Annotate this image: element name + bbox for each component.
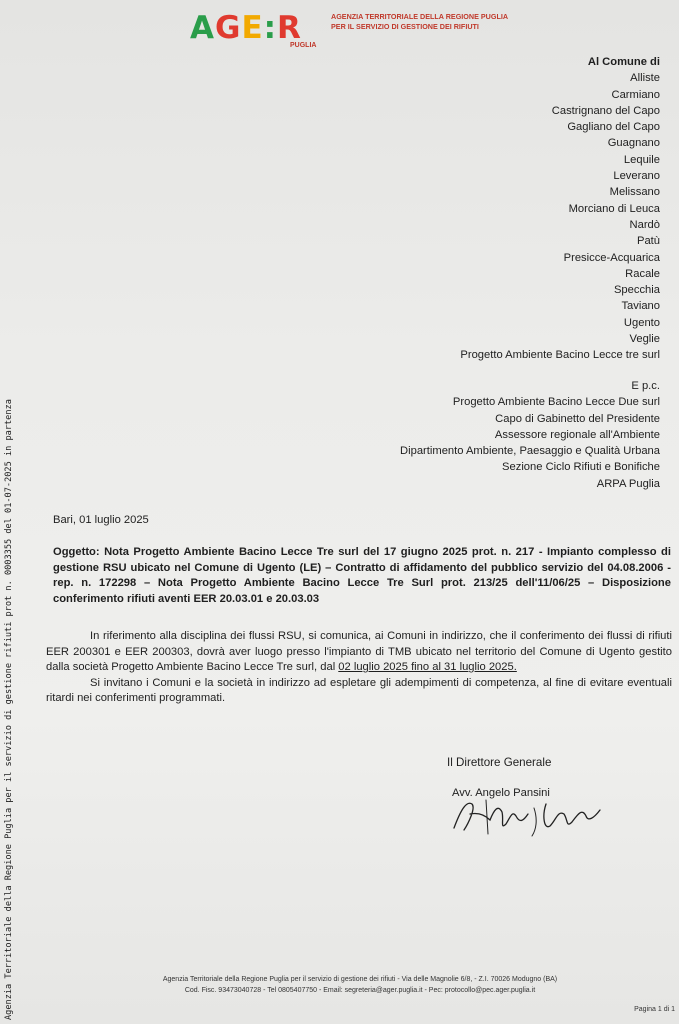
agency-line-1: AGENZIA TERRITORIALE DELLA REGIONE PUGLIA	[331, 12, 509, 21]
handwritten-signature	[446, 790, 606, 840]
ager-logo	[190, 10, 530, 54]
cc-item: Assessore regionale all'Ambiente	[494, 428, 660, 441]
letter-subject: Oggetto: Nota Progetto Ambiente Bacino Lecce Tre surl del 17 giugno 2025 prot. n. 217 - Impianto complesso di gestione RSU ubicato nel Comune di Ugento (LE) – Contratto di affidamento del pubblico servizio del 04.08.2006 - rep. n. 172298 – Nota Progetto Ambiente Bacino Lecce Tre Surl prot. 213/25 dell'11/06/25 – Disposizione conferimento rifiuti aventi EER 20.03.01 e 20.03.03	[53, 546, 671, 605]
recipient-item: Progetto Ambiente Bacino Lecce tre surl	[460, 349, 660, 362]
cc-item: Sezione Ciclo Rifiuti e Bonifiche	[502, 461, 660, 474]
recipient-item: Leverano	[613, 170, 660, 183]
date-range-underlined: 02 luglio 2025 fino al 31 luglio 2025.	[338, 661, 517, 674]
recipient-item: Veglie	[629, 333, 660, 346]
letter-date: Bari, 01 luglio 2025	[53, 514, 149, 526]
agency-line-2: PER IL SERVIZIO DI GESTIONE DEI RIFIUTI	[331, 22, 479, 31]
protocol-stamp: Agenzia Territoriale della Regione Puglia per il servizio di gestione rifiuti prot n. 0003355 del 01-07-2025 in partenza	[4, 399, 14, 1020]
recipients-block	[460, 54, 660, 364]
signatory-title: Il Direttore Generale	[447, 756, 552, 769]
recipient-item: Racale	[625, 267, 660, 280]
recipient-list	[460, 70, 660, 363]
cc-item: ARPA Puglia	[596, 477, 660, 490]
cc-item: Dipartimento Ambiente, Paesaggio e Qualità Urbana	[400, 445, 660, 458]
footer-address: Agenzia Territoriale della Regione Puglia per il servizio di gestione dei rifiuti - Via delle Magnolie 6/8, - Z.I. 70026 Modugno (BA)	[162, 976, 558, 983]
recipient-item: Taviano	[621, 300, 660, 313]
cc-heading: E p.c.	[631, 380, 660, 392]
recipient-item: Castrignano del Capo	[551, 104, 660, 117]
cc-item: Progetto Ambiente Bacino Lecce Due surl	[452, 396, 660, 409]
recipient-item: Lequile	[623, 153, 660, 166]
logo-agency-name	[331, 12, 508, 32]
body-paragraph-2: Si invitano i Comuni e la società in indirizzo ad espletare gli adempimenti di competenza, al fine di evitare eventuali ritardi nei conferimenti programmati.	[46, 676, 672, 705]
recipient-item: Nardò	[629, 218, 660, 231]
footer-contacts: Cod. Fisc. 93473040728 - Tel 0805407750 - Email: segreteria@ager.puglia.it - Pec: protocollo@pec.ager.puglia.it	[184, 987, 536, 994]
recipient-item: Guagnano	[607, 137, 660, 150]
letter-body	[46, 629, 672, 707]
cc-item: Capo di Gabinetto del Presidente	[495, 412, 660, 425]
recipients-heading: Al Comune di	[587, 56, 660, 68]
recipient-item: Patù	[636, 235, 660, 248]
body-paragraph-1	[46, 629, 672, 676]
letter-footer	[90, 974, 630, 996]
recipient-item: Morciano di Leuca	[568, 202, 660, 215]
recipient-item: Alliste	[630, 72, 660, 85]
body-paragraph-1-text: In riferimento alla disciplina dei flussi RSU, si comunica, ai Comuni in indirizzo, che il conferimento dei flussi di rifiuti EER 200301 e EER 200303, dovrà aver luogo presso l'impianto di TMB ubicato nel territorio del Comune di Ugento gestito dalla società Progetto Ambiente Bacino Lecce Tre surl, dal	[46, 630, 672, 674]
recipient-item: Gagliano del Capo	[567, 121, 660, 134]
recipient-item: Melissano	[609, 186, 660, 199]
signatory-name: Avv. Angelo Pansini	[452, 787, 550, 799]
recipient-item: Specchia	[613, 284, 660, 297]
logo-wordmark: AGE:R	[190, 10, 302, 46]
logo-puglia: PUGLIA	[290, 42, 317, 49]
cc-block	[400, 378, 660, 492]
page-number: Pagina 1 di 1	[634, 1006, 675, 1013]
recipient-item: Carmiano	[611, 88, 660, 101]
recipient-item: Ugento	[623, 316, 660, 329]
recipient-item: Presicce-Acquarica	[563, 251, 660, 264]
